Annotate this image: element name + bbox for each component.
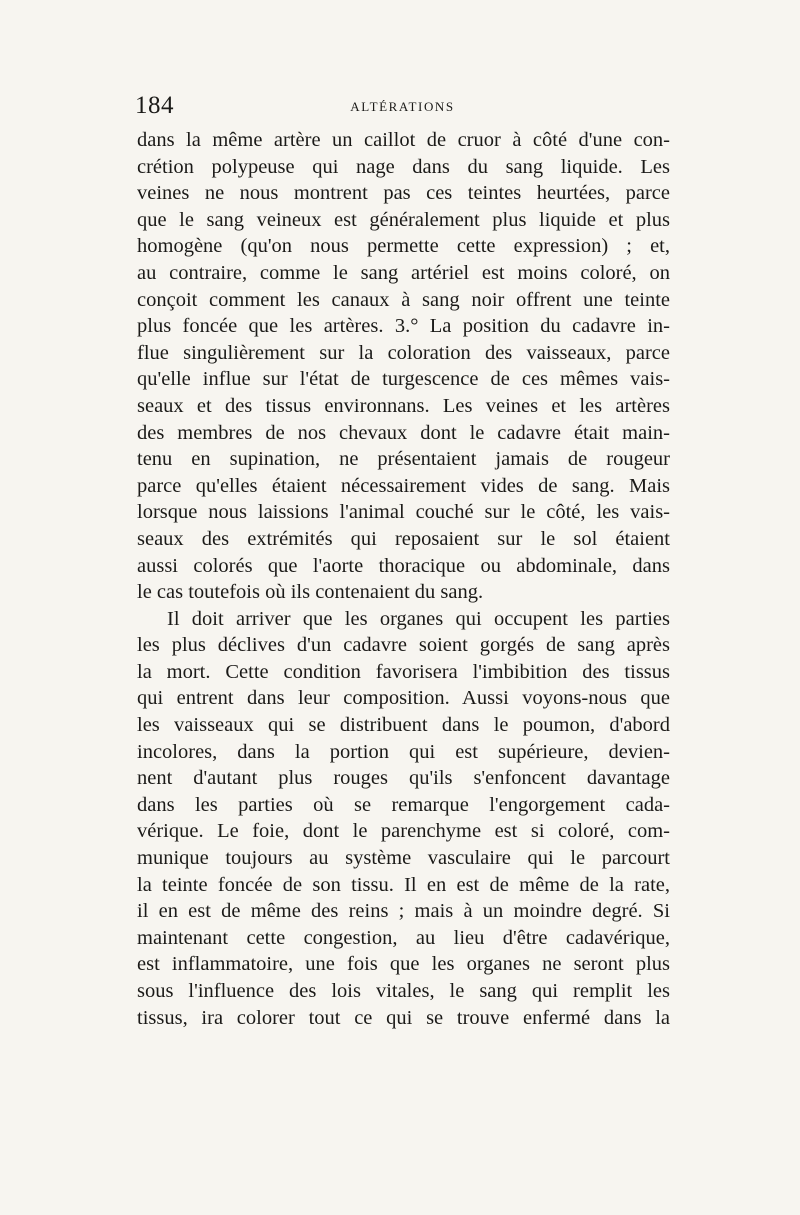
page-number: 184 bbox=[135, 92, 174, 119]
text-line: plus foncée que les artères. 3.° La position du cadavre in- bbox=[137, 315, 670, 338]
text-line: dans la même artère un caillot de cruor à côté d'une con- bbox=[137, 129, 670, 151]
text-line: Il doit arriver que les organes qui occupent les parties bbox=[167, 607, 670, 630]
text-line: les plus déclives d'un cadavre soient gorgés de sang après bbox=[137, 634, 670, 657]
text-line: seaux des extrémités qui reposaient sur le sol étaient bbox=[137, 527, 670, 550]
text-line: que le sang veineux est généralement plus liquide et plus bbox=[137, 208, 670, 231]
text-line: qu'elle influe sur l'état de turgescence de ces mêmes vais- bbox=[137, 368, 670, 391]
text-line: incolores, dans la portion qui est supérieure, devien- bbox=[137, 740, 670, 763]
body-text bbox=[137, 127, 670, 1031]
text-line: est inflammatoire, une fois que les organes ne seront plus bbox=[137, 953, 670, 976]
text-line: homogène (qu'on nous permette cette expression) ; et, bbox=[137, 235, 670, 258]
text-line: la mort. Cette condition favorisera l'imbibition des tissus bbox=[137, 660, 670, 683]
page-header bbox=[135, 92, 670, 124]
text-line: le cas toutefois où ils contenaient du sang. bbox=[137, 581, 484, 604]
text-line: conçoit comment les canaux à sang noir offrent une teinte bbox=[137, 288, 670, 311]
running-title: ALTÉRATIONS bbox=[350, 99, 455, 114]
text-line: la teinte foncée de son tissu. Il en est de même de la rate, bbox=[137, 873, 670, 896]
text-line: des membres de nos chevaux dont le cadavre était main- bbox=[137, 421, 670, 444]
text-line: nent d'autant plus rouges qu'ils s'enfoncent davantage bbox=[137, 767, 670, 790]
text-line: qui entrent dans leur composition. Aussi voyons-nous que bbox=[137, 687, 670, 710]
text-line: veines ne nous montrent pas ces teintes heurtées, parce bbox=[137, 182, 670, 205]
text-line: dans les parties où se remarque l'engorgement cada- bbox=[137, 793, 670, 816]
text-line: aussi colorés que l'aorte thoracique ou abdominale, dans bbox=[137, 554, 670, 577]
text-line: tissus, ira colorer tout ce qui se trouve enfermé dans la bbox=[137, 1006, 670, 1029]
text-line: au contraire, comme le sang artériel est moins coloré, on bbox=[137, 261, 670, 284]
text-line: seaux et des tissus environnans. Les veines et les artères bbox=[137, 394, 670, 417]
text-line: munique toujours au système vasculaire qui le parcourt bbox=[137, 847, 670, 870]
text-line: crétion polypeuse qui nage dans du sang liquide. Les bbox=[137, 155, 670, 178]
text-line: vérique. Le foie, dont le parenchyme est si coloré, com- bbox=[137, 820, 670, 843]
text-line: flue singulièrement sur la coloration des vaisseaux, parce bbox=[137, 341, 670, 364]
text-line: il en est de même des reins ; mais à un moindre degré. Si bbox=[137, 900, 670, 923]
text-line: parce qu'elles étaient nécessairement vides de sang. Mais bbox=[137, 474, 670, 497]
text-line: lorsque nous laissions l'animal couché sur le côté, les vais- bbox=[137, 501, 670, 524]
text-line: les vaisseaux qui se distribuent dans le poumon, d'abord bbox=[137, 714, 670, 737]
text-line: tenu en supination, ne présentaient jamais de rougeur bbox=[137, 448, 670, 471]
text-line: maintenant cette congestion, au lieu d'être cadavérique, bbox=[137, 926, 670, 949]
text-line: sous l'influence des lois vitales, le sang qui remplit les bbox=[137, 980, 670, 1002]
